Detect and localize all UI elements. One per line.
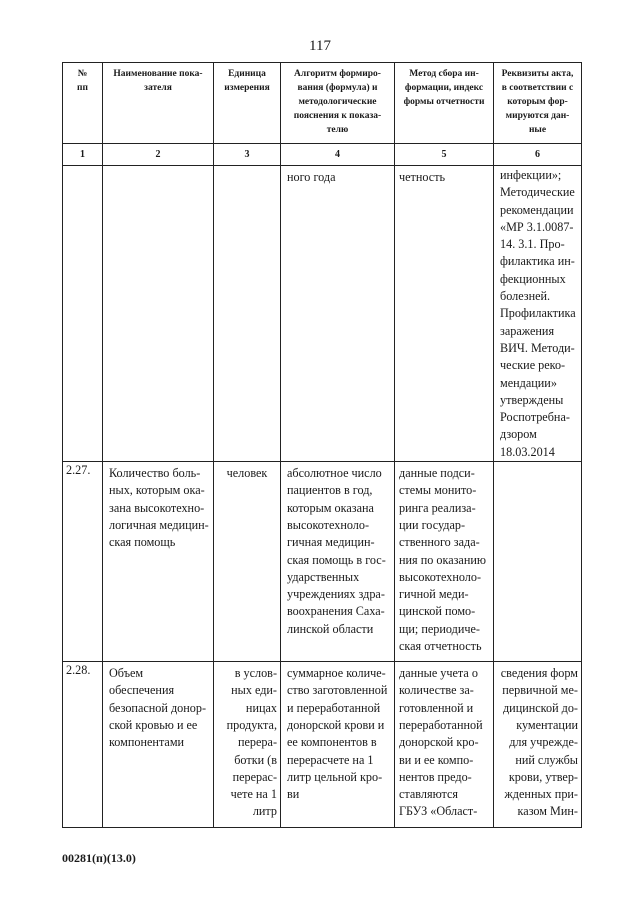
indicator-name-cell: Объем обеспечения безопасной донор- ской кровью и ее компонентами (103, 662, 214, 828)
indicator-name-cell (103, 166, 214, 462)
header-indicator-name: Наименование пока- зателя (103, 63, 214, 144)
header-collection-method: Метод сбора ин- формации, индекс формы отчетности (395, 63, 494, 144)
row-number-cell: 2.27. (63, 462, 103, 662)
indicator-name-cell: Количество боль- ных, которым ока- зана высокотехно- логичная медицин- ская помощь (103, 462, 214, 662)
unit-cell: человек (214, 462, 281, 662)
header-unit: Единица измерения (214, 63, 281, 144)
unit-cell: в услов- ных еди- ницах продукта, перера- ботки (в перерас- чете на 1 литр (214, 662, 281, 828)
collection-method-cell: данные подси- стемы монито- ринга реализа- ции государ- ственного зада- ния по оказанию высокотехноло- гичной меди- цинской помо- щи; периодиче- ская отчетность (395, 462, 494, 662)
table-header-row (63, 63, 582, 144)
row-number-cell (63, 166, 103, 462)
column-number: 5 (395, 144, 494, 166)
column-number: 4 (281, 144, 395, 166)
algorithm-cell: суммарное количе- ство заготовленной и переработанной донорской крови и ее компонентов в перерасчете на 1 литр цельной кро- ви (281, 662, 395, 828)
page-number: 117 (309, 38, 331, 54)
table-row (63, 462, 582, 662)
header-number: № пп (63, 63, 103, 144)
algorithm-cell: абсолютное число пациентов в год, которым оказана высокотехноло- гичная медицин- ская помощь в гос- ударственных учреждениях здра- воохранения Саха- линской области (281, 462, 395, 662)
column-number: 2 (103, 144, 214, 166)
act-requisites-cell: сведения форм первичной ме- дицинской до- кументации для учрежде- ний службы крови, утвер- жденных при- казом Мин- (494, 662, 582, 828)
document-footer-code: 00281(п)(13.0) (62, 851, 136, 865)
column-number: 3 (214, 144, 281, 166)
row-number-cell: 2.28. (63, 662, 103, 828)
unit-cell (214, 166, 281, 462)
column-number: 1 (63, 144, 103, 166)
column-number-row (63, 144, 582, 166)
collection-method-cell: четность (395, 166, 494, 462)
header-act-requisites: Реквизиты акта, в соответствии с которым фор- мируются дан- ные (494, 63, 582, 144)
indicators-table (62, 62, 582, 828)
table-row (63, 166, 582, 462)
column-number: 6 (494, 144, 582, 166)
act-requisites-cell (494, 462, 582, 662)
algorithm-cell: ного года (281, 166, 395, 462)
table-row (63, 662, 582, 828)
act-requisites-cell: инфекции»; Методические рекомендации «МР 3.1.0087- 14. 3.1. Про- филактика ин- фекционных болезней. Профилактика заражения ВИЧ. Методи- ческие реко- мендации» утверждены Роспотребна- дзором 18.03.2014 (494, 166, 582, 462)
header-algorithm: Алгоритм формиро- вания (формула) и методологические пояснения к показа- телю (281, 63, 395, 144)
collection-method-cell: данные учета о количестве за- готовленной и переработанной донорской кро- ви и ее компо- нентов предо- ставляются ГБУЗ «Област- (395, 662, 494, 828)
